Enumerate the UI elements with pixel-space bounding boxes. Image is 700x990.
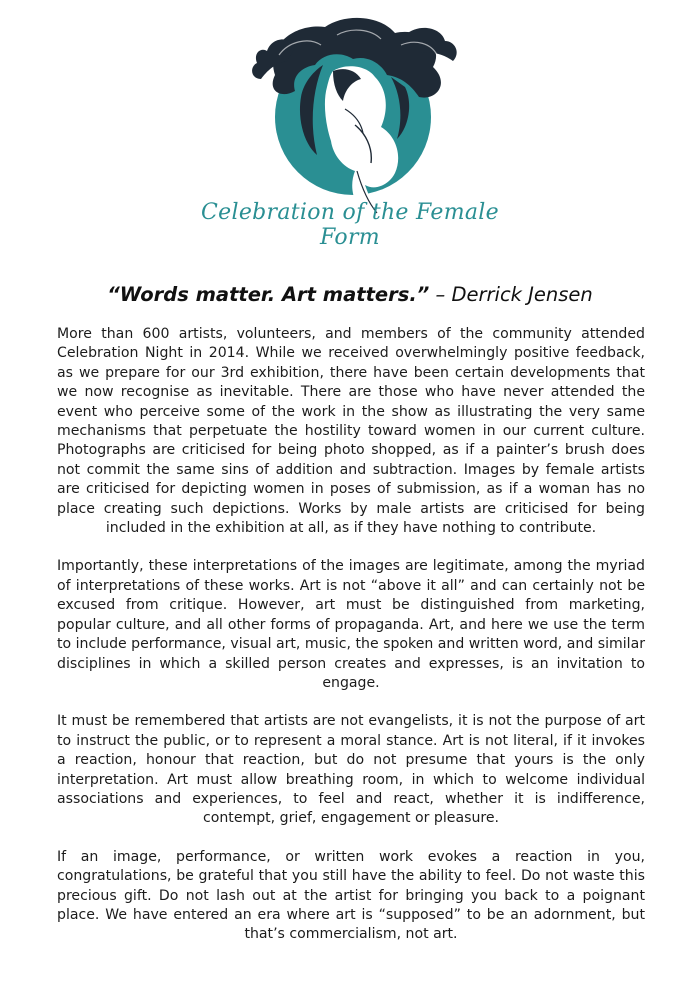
logo-caption: Celebration of the Female Form [201,200,499,250]
paragraph-1: More than 600 artists, volunteers, and members of the community attended Celebration Night in 2014. While we received overwhelmingly positive feedback, as we prepare for our 3rd exhibition, there have been certain developments that we now recognise as inevitable. There are those who have never attended the event who perceive some of the work in the show as illustrating the very same mechanisms that perpetuate the hostility toward women in our current culture. Photographs are criticised for being photo shopped, as if a painter’s brush does not commit the same sins of addition and subtraction. Images by female artists are criticised for depicting women in poses of submission, as if a woman has no place creating such depictions. Works by male artists are criticised for being included in the exhibition at all, as if they have nothing to contribute. [57,326,645,537]
pull-quote [40,283,660,306]
body-text [57,325,645,964]
paragraph-3: It must be remembered that artists are not evangelists, it is not the purpose of art to instruct the public, or to represent a moral stance. Art is not literal, if it invokes a reaction, honour that reaction, but do not presume that yours is the only interpretation. Art must allow breathing room, in which to welcome individual associations and experiences, to feel and react, whether it is indifference, contempt, grief, engagement or pleasure. [57,713,645,827]
quote-attribution: – Derrick Jensen [429,283,593,306]
quote-text: “Words matter. Art matters.” [107,283,430,306]
paragraph-2: Importantly, these interpretations of the images are legitimate, among the myriad of interpretations of these works. Art is not “above it all” and can certainly not be excused from critique. However, art must be distinguished from marketing, popular culture, and all other forms of propaganda. Art, and here we use the term to include performance, visual art, music, the spoken and written word, and similar disciplines in which a skilled person creates and expresses, is an invitation to engage. [57,558,645,691]
paragraph-4: If an image, performance, or written work evokes a reaction in you, congratulations, be grateful that you still have the ability to feel. Do not waste this precious gift. Do not lash out at the artist for bringing you back to a poignant place. We have entered an era where art is “supposed” to be an adornment, but that’s commercialism, not art. [57,848,645,943]
